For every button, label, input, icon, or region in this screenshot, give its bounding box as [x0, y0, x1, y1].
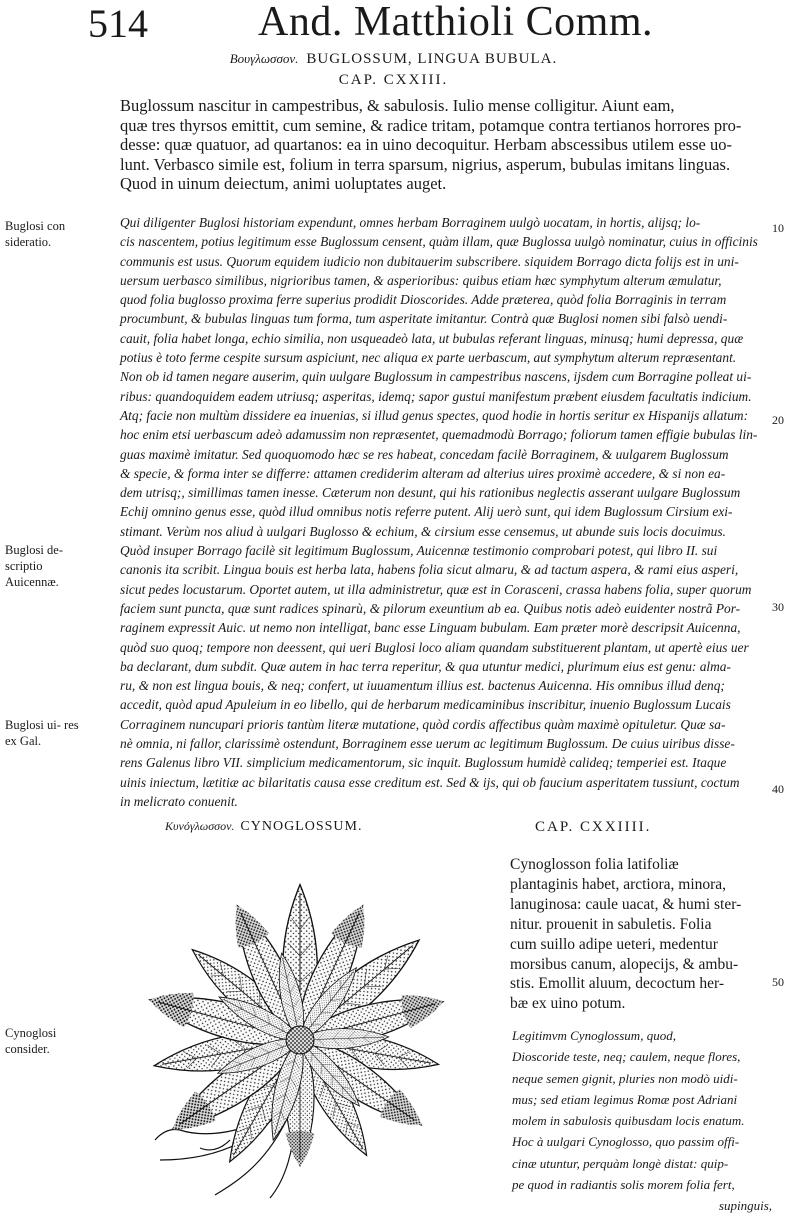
commentary-line: rens Galenus libro VII. simplicium medicamentorum, sic inquit. Buglossum humidè calideq; temperiei est. Itaque — [120, 755, 727, 771]
line-number: 10 — [772, 221, 784, 235]
dioscorides-text-cynoglossum — [510, 855, 775, 1014]
commentary-line: supinguis, — [718, 1198, 772, 1214]
commentary-line: sicut pedes locustarum. Oportet autem, ut illa administretur, quæ est in Corasceni, crassa habens folia, super quorum — [120, 581, 752, 597]
commentary-line: pe quod in radiantis solis morem folia fert, — [512, 1177, 735, 1193]
commentary-line: quod folia buglosso proxima ferre superius prodidit Dioscorides. Adde præterea, quòd folia Borraginis in terram — [120, 292, 727, 308]
margin-note: Buglosi con sideratio. — [5, 219, 66, 249]
chapter-title-cynoglossum — [165, 819, 362, 835]
text-line: lunt. Verbasco simile est, folium in terra sparsum, nigrius, asperum, bubulas imitans linguas. — [120, 154, 731, 174]
commentary-line: Legitimvm Cynoglossum, quod, — [512, 1028, 676, 1043]
page-number: 514 — [88, 1, 148, 46]
running-head-title: And. Matthioli Comm. — [258, 0, 654, 45]
greek-name: Βουγλωσσον. — [229, 51, 299, 66]
text-line: Buglossum nascitur in campestribus, & sabulosis. Iulio mense colligitur. Aiunt eam, — [120, 96, 675, 115]
commentary-line: guas maximè imitatur. Sed quoquomodo hæc se res habeat, concedam facilè Borraginem, & uulgarem Buglossum — [120, 446, 729, 462]
commentary-line: Non ob id tamen negare auserim, quin uulgare Buglossum in campestribus nascens, ijsdem cum Borragine polleat ui- — [120, 369, 752, 385]
commentary-line: cauit, folia habet longa, echio similia, non usqueadeò lata, ut bubulas referant linguas, minusq; humi depressa, quæ — [120, 330, 744, 346]
commentary-line: Corraginem nuncupari prioris tantùm literæ mutatione, quòd cordis affectibus quàm maximè opituletur. Quæ sa- — [120, 716, 726, 732]
commentary-line: Dioscoride teste, neq; caulem, neque flores, — [512, 1049, 741, 1065]
text-line: morsibus canum, alopecijs, & ambu- — [510, 955, 739, 973]
latin-name: CYNOGLOSSUM. — [240, 819, 363, 834]
commentary-line: molem in sabulosis quibusdam locis enatum. — [512, 1113, 745, 1129]
text-line: bæ ex uino potum. — [510, 995, 626, 1013]
text-line: nitur. prouenit in sabuletis. Folia — [510, 915, 712, 933]
commentary-line: communis est usus. Quorum equidem iudicio non dubitauerim subscribere. siquidem Borrago dicta folijs est in uni- — [120, 253, 739, 269]
commentary-line: ribus: quandoquidem eadem utriusq; asperitas, idemq; sapor gustui manifestum præbent eiusdem facultatis indicium. — [120, 388, 752, 404]
text-line: stis. Emollit aluum, decoctum her- — [510, 975, 725, 993]
commentary-cynoglossum — [512, 1025, 772, 1217]
commentary-line: hoc enim etsi uerbascum adeò adamussim non repræsentet, quemadmodù Borrago; foliorum tamen effigie bubulas lin- — [120, 427, 758, 443]
commentary-line: stimant. Verùm nos aliud à uulgari Buglosso & echium, & cirsium esse censemus, ut abunde suis locis docuimus. — [120, 523, 726, 539]
text-line: quæ tres thyrsos emittit, cum semine, & radice tritam, potamque contra tertianos horrores pro- — [120, 115, 742, 135]
text-line: lanuginosa: caule uacat, & humi ster- — [510, 895, 742, 913]
commentary-line: neque semen gignit, pluries non modò uidi- — [512, 1070, 738, 1086]
commentary-line: uinis iniectum, lætitiæ ac bilaritatis causa esse creditum est. Sed & ijs, qui ob faucium asperitatem tussiunt, coctum — [120, 774, 740, 790]
commentary-line: nè omnia, ni fallor, clarissimè ostendunt, Borraginem esse uerum ac legitimum Buglossum. De cuius uiribus disse- — [120, 736, 735, 752]
commentary-line: dem utrisq;, simillimas tamen inesse. Cæterum non desunt, qui his rationibus neglectis asserant uulgare Buglossum — [120, 485, 741, 501]
text-line: cum suillo adipe ueteri, medentur — [510, 935, 718, 953]
greek-name: Κυνόγλωσσον. — [165, 819, 235, 833]
line-number: 30 — [772, 600, 784, 614]
chapter-title-buglossum — [0, 51, 787, 68]
commentary-line: quòd suo quoq; tempore non deessent, qui ueri Buglosi loco aliam quandam substituerent plantam, ut apertè eius uer — [120, 639, 749, 655]
line-number: 50 — [772, 975, 784, 989]
commentary-line: Hoc à uulgari Cynoglosso, quo passim offi- — [512, 1134, 740, 1150]
commentary-line: in melicrato conuenit. — [120, 793, 238, 809]
text-line: plantaginis habet, arctiora, minora, — [510, 875, 727, 893]
commentary-line: raginem expressit Auic. ut nemo non intelligat, banc esse Linguam bubulam. Eam præter morè descripsit Auicenna, — [120, 620, 741, 636]
line-number: 20 — [772, 413, 784, 427]
latin-name: BUGLOSSUM, LINGUA BUBULA. — [306, 51, 558, 67]
text-line: Cynoglosson folia latifoliæ — [510, 856, 679, 873]
chapter-number: CAP. CXXIII. — [338, 72, 449, 88]
line-number: 40 — [772, 782, 784, 796]
commentary-line: cis nascentem, potius legitimum esse Buglossum censent, quàm illam, quæ Buglossa uulgò nominatur, cuius in officinis — [120, 234, 758, 250]
commentary-line: & specie, & forma inter se differre: attamen crediderim alteram ad alterius uires proximè accedere, & si non ea- — [120, 465, 726, 481]
commentary-line: uersum uerbasco similibus, nigrioribus tamen, & asperioribus: quibus etiam hæc symphytum alterum æmulatur, — [120, 272, 722, 288]
commentary-buglossum — [120, 213, 770, 811]
commentary-line: canonis ita scribit. Lingua bouis est herba lata, habens folia sicut almaru, & ad tactum aspera, & rami eius asperi, — [120, 562, 739, 578]
commentary-line: cinæ utuntur, perquàm longè distat: quip- — [512, 1155, 729, 1171]
commentary-line: ba declarant, dum subdit. Quæ autem in hac terra reperitur, & qua utuntur medici, plurimum eius est genu: alma- — [120, 658, 731, 674]
text-line: Quod in uinum deiectum, animi uoluptates auget. — [120, 174, 447, 194]
margin-note: Cynoglosi consider. — [5, 1026, 57, 1056]
cynoglossum-plant-woodcut-icon — [120, 860, 490, 1200]
commentary-line: Atq; facie non multùm dissidere ea inuenias, si illud genus spectes, quod hodie in hortis seritur ex Hispanijs allatum: — [120, 407, 749, 423]
commentary-line: ru, & non est lingua bouis, & neq; confert, ut iuuamentum illius est. bactenus Auicenna. His omnibus illud denq; — [120, 678, 725, 694]
commentary-line: faciem sunt puncta, quæ sunt radices spinarù, & pilorum exeuntium ab ea. Quibus notis adeò euidenter nostrã Por- — [120, 600, 741, 616]
chapter-number: CAP. CXXIIII. — [535, 819, 652, 835]
dioscorides-text-buglossum — [120, 96, 765, 194]
commentary-line: procumbunt, & bubulas linguas tum forma, tum asperitate imitantur. Contrà quæ Buglosi nomen sibi falsò uendi- — [120, 311, 728, 327]
margin-note: Buglosi ui- res ex Gal. — [5, 718, 79, 748]
commentary-line: Echij omnino genus esse, quòd illud omnibus notis referre putent. Alij uerò sunt, qui idem Buglossum Cirsium exi- — [120, 504, 733, 520]
commentary-line: Qui diligenter Buglosi historiam expendunt, omnes herbam Borraginem uulgò uocatam, in hortis, alijsq; lo- — [120, 215, 701, 230]
margin-note: Buglosi de- scriptio Auicennæ. — [5, 543, 63, 589]
text-line: desse: quæ quatuor, ad quartanos: ea in uino decoquitur. Herbam abscessibus utilem esse uo- — [120, 135, 732, 155]
leaf-rosette — [145, 885, 447, 1170]
commentary-line: mus; sed etiam legimus Romæ post Adriani — [512, 1091, 738, 1107]
commentary-line: accedit, quòd apud Apuleium in eo libello, qui de herbarum medicaminibus inscribitur, inuenio Buglossum Lucais — [120, 697, 731, 713]
commentary-line: potius è toto ferme cespite sursum aspiciunt, nec aliqua ex parte uerbascum, aut symphytum alterum repræsentant. — [120, 350, 737, 366]
commentary-line: Quòd insuper Borrago facilè sit legitimum Buglossum, Auicennæ testimonio comprobari potest, qui libro II. sui — [120, 543, 718, 559]
